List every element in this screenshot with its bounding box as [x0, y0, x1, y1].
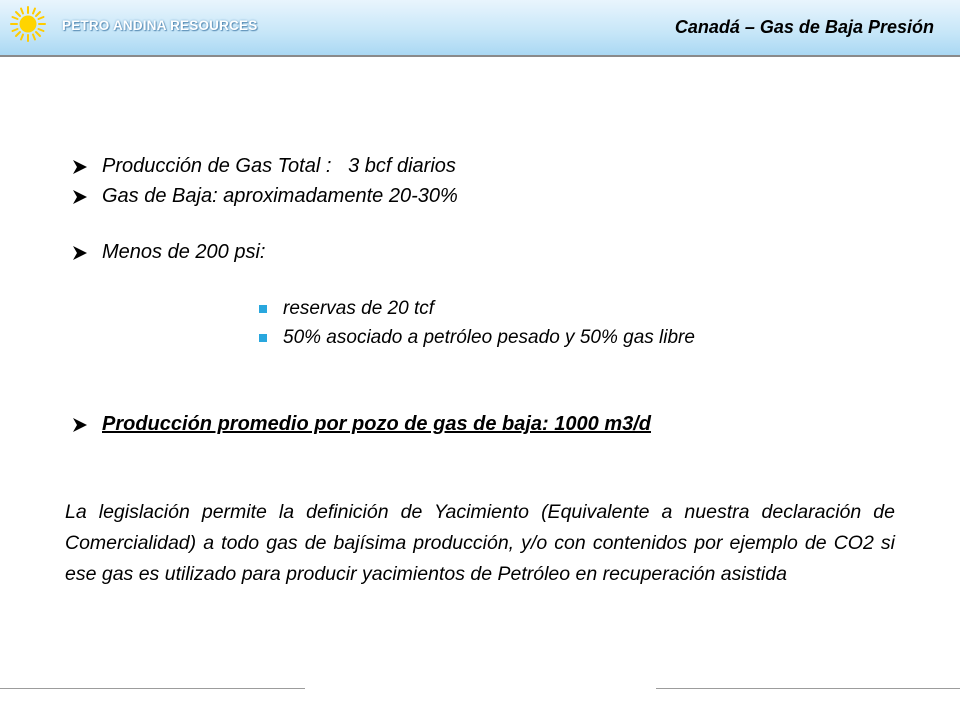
- bullet-text: Producción de Gas Total : 3 bcf diarios: [102, 155, 456, 177]
- sub-bullet-reservas: [259, 298, 434, 320]
- legislation-paragraph: La legislación permite la definición de Yacimiento (Equivalente a nuestra declaración de Comercialidad) a todo gas de bajísima producción, y/o con contenidos por ejemplo de CO2 si ese gas es utilizado para producir yacimientos de Petróleo en recuperación asistida: [65, 501, 895, 585]
- sub-bullet-asociado: [259, 327, 695, 349]
- arrow-bullet-icon: [72, 245, 88, 261]
- bullet-text: Menos de 200 psi:: [102, 241, 266, 263]
- arrow-bullet-icon: [72, 417, 88, 433]
- bullet-text: Gas de Baja: aproximadamente 20-30%: [102, 185, 458, 207]
- sub-bullet-text: reservas de 20 tcf: [283, 298, 435, 319]
- highlight-text: Producción promedio por pozo de gas de baja: 1000 m3/d: [102, 413, 651, 435]
- footer-divider-right: [656, 688, 960, 689]
- arrow-bullet-icon: [72, 159, 88, 175]
- bullet-gas-baja: [72, 185, 458, 208]
- sub-bullet-text: 50% asociado a petróleo pesado y 50% gas libre: [283, 327, 695, 348]
- sun-icon: [10, 6, 46, 42]
- bullet-produccion-promedio: [72, 413, 651, 436]
- header-bar: [0, 0, 960, 57]
- square-bullet-icon: [259, 305, 267, 313]
- footer-divider-left: [0, 688, 305, 689]
- arrow-bullet-icon: [72, 189, 88, 205]
- square-bullet-icon: [259, 334, 267, 342]
- brand-name: PETRO ANDINA RESOURCES: [62, 18, 258, 33]
- bullet-gas-total: [72, 155, 456, 178]
- slide-title: Canadá – Gas de Baja Presión: [674, 17, 934, 37]
- bullet-menos-200: [72, 241, 265, 264]
